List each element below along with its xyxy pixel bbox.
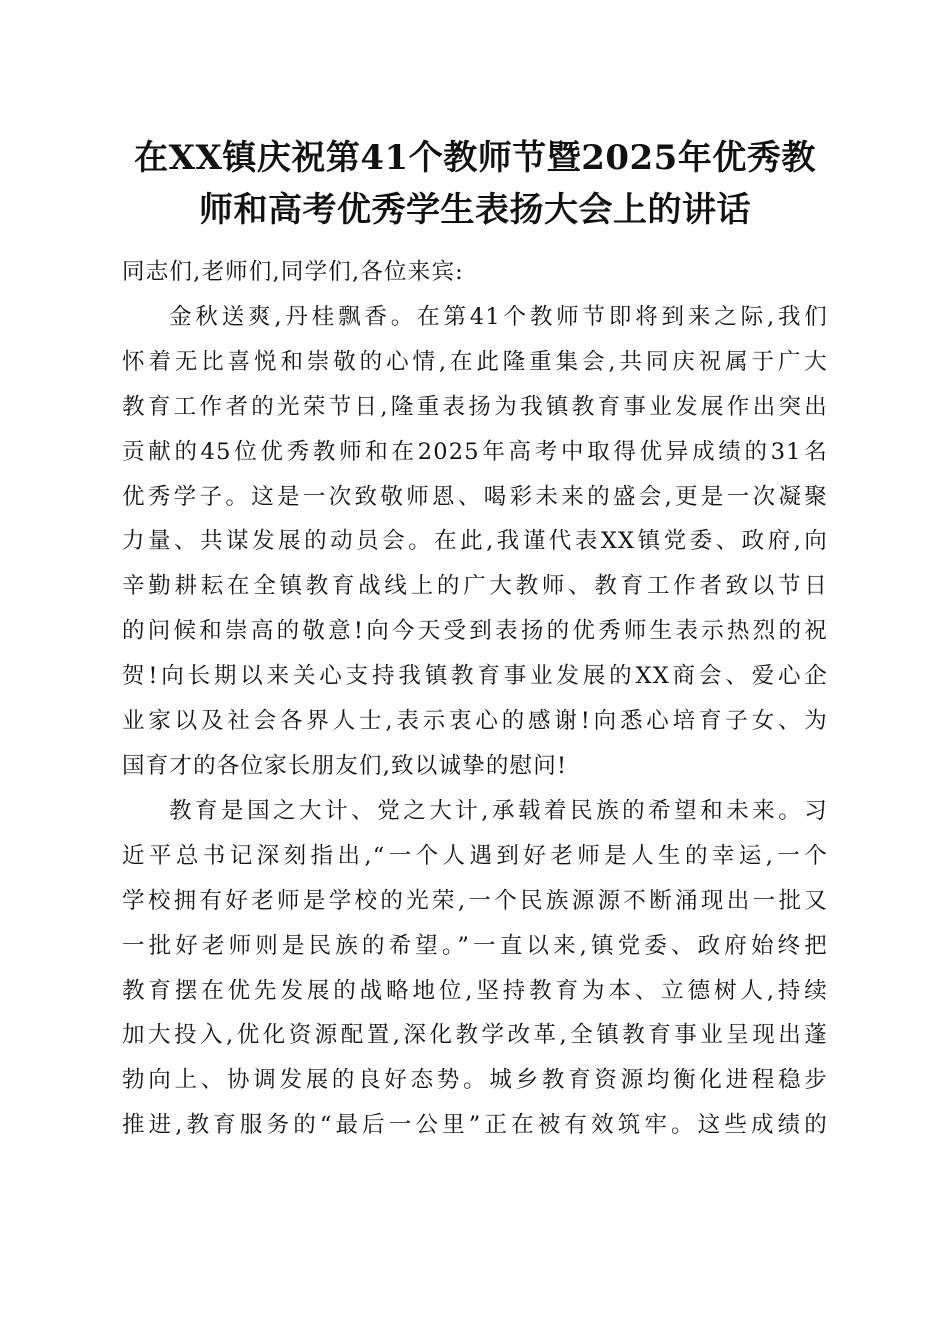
text-line: 贡献的45位优秀教师和在2025年高考中取得优异成绩的31名 (122, 438, 828, 465)
title-line: 师和高考优秀学生表扬大会上的讲话 (199, 190, 751, 230)
text-line: 一批好老师则是民族的希望。”一直以来,镇党委、政府始终把 (122, 932, 828, 959)
text-line: 的问候和崇高的敬意!向今天受到表扬的优秀师生表示热烈的祝 (122, 618, 828, 645)
text-line: 优秀学子。这是一次致敬师恩、喝彩未来的盛会,更是一次凝聚 (122, 483, 828, 510)
text-line: 辛勤耕耘在全镇教育战线上的广大教师、教育工作者致以节日 (122, 573, 828, 600)
title-line: 在XX镇庆祝第41个教师节暨2025年优秀教 (134, 138, 816, 178)
text-line: 学校拥有好老师是学校的光荣,一个民族源源不断涌现出一批又 (122, 887, 828, 914)
text-line: 近平总书记深刻指出,“一个人遇到好老师是人生的幸运,一个 (122, 842, 828, 869)
paragraph-1 (122, 295, 828, 789)
text-line: 教育摆在优先发展的战略地位,坚持教育为本、立德树人,持续 (122, 977, 828, 1004)
text-line: 业家以及社会各界人士,表示衷心的感谢!向悉心培育子女、为 (122, 708, 828, 735)
text-line: 金秋送爽,丹桂飘香。在第41个教师节即将到来之际,我们 (169, 303, 828, 330)
text-line: 推进,教育服务的“最后一公里”正在被有效筑牢。这些成绩的 (122, 1112, 828, 1139)
text-line: 教育是国之大计、党之大计,承载着民族的希望和未来。习 (169, 797, 828, 824)
text-line: 贺!向长期以来关心支持我镇教育事业发展的XX商会、爱心企 (122, 663, 828, 690)
text-line: 国育才的各位家长朋友们,致以诚挚的慰问! (122, 752, 568, 779)
text-line: 力量、共谋发展的动员会。在此,我谨代表XX镇党委、政府,向 (122, 528, 828, 555)
paragraph-2 (122, 789, 828, 1148)
salutation: 同志们,老师们,同学们,各位来宾: (122, 259, 464, 285)
text-line: 教育工作者的光荣节日,隆重表扬为我镇教育事业发展作出突出 (122, 393, 828, 420)
speech-body (122, 250, 828, 1148)
text-line: 加大投入,优化资源配置,深化教学改革,全镇教育事业呈现出蓬 (122, 1022, 828, 1049)
page-title (100, 132, 850, 236)
text-line: 怀着无比喜悦和崇敬的心情,在此隆重集会,共同庆祝属于广大 (122, 348, 828, 375)
text-line: 勃向上、协调发展的良好态势。城乡教育资源均衡化进程稳步 (122, 1067, 828, 1094)
